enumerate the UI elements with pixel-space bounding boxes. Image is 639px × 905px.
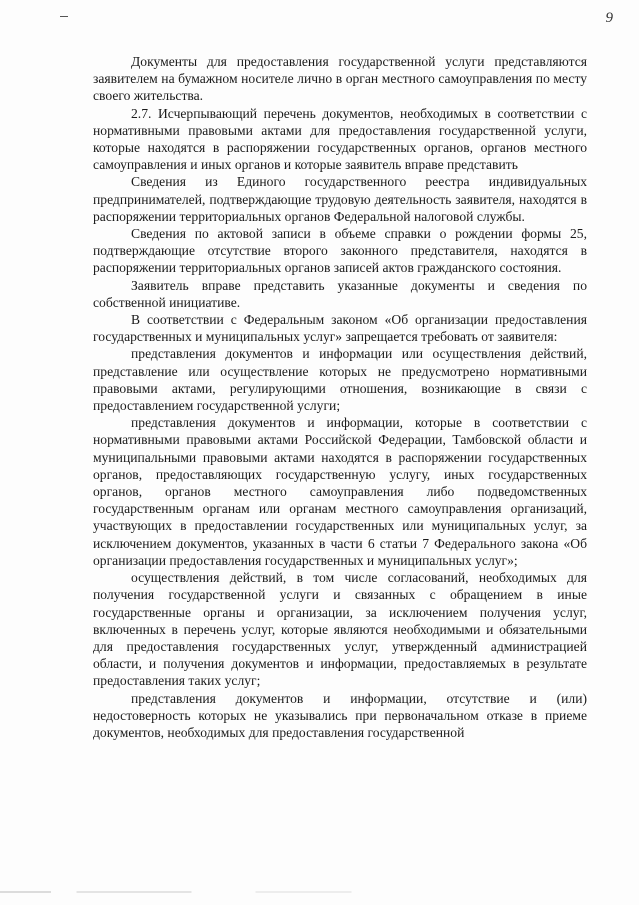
document-body xyxy=(93,53,587,741)
page-number: 9 xyxy=(605,10,613,26)
paragraph-prohibition-2: представления документов и информации, которые в соответствии с нормативными правовыми актами Российской Федерации, Тамбовской области и муниципальными правовыми актами находятся в распоряжении государственных органов, предоставляющих государственную услугу, иных государственных органов, органов местного самоуправления либо подведомственных государственным органам или органам местного самоуправления организаций, участвующих в предоставлении государственных или муниципальных услуг, за исключением документов, указанных в части 6 статьи 7 Федерального закона «Об организации предоставления государственных и муниципальных услуг»; xyxy=(93,415,587,568)
paragraph-prohibition-3: осуществления действий, в том числе согласований, необходимых для получения государственной услуги и связанных с обращением в иные государственные органы и организации, за исключением получения услуг, включенных в перечень услуг, которые являются необходимыми и обязательными для предоставления государственных услуг, утвержденный администрацией области, и получения документов и информации, предоставляемых в результате предоставления таких услуг; xyxy=(93,570,587,689)
scan-mark xyxy=(60,16,68,17)
paragraph-birth-record: Сведения по актовой записи в объеме справки о рождении формы 25, подтверждающие отсутствие второго законного представителя, находятся в распоряжении территориальных органов записей актов гражданского состояния. xyxy=(93,226,587,276)
paragraph-submission: Документы для предоставления государственной услуги представляются заявителем на бумажном носителе лично в орган местного самоуправления по месту своего жительства. xyxy=(93,54,587,104)
paragraph-prohibition-4: представления документов и информации, отсутствие и (или) недостоверность которых не указывались при первоначальном отказе в приеме документов, необходимых для предоставления государственной xyxy=(93,690,587,740)
scan-artifact xyxy=(0,891,639,893)
paragraph-federal-law: В соответствии с Федеральным законом «Об организации предоставления государственных и муниципальных услуг» запрещается требовать от заявителя: xyxy=(93,312,587,345)
paragraph-prohibition-1: представления документов и информации или осуществления действий, представление или осуществление которых не предусмотрено нормативными правовыми актами, регулирующими отношения, возникающие в связи с предоставлением государственной услуги; xyxy=(93,346,587,414)
paragraph-egrip-info: Сведения из Единого государственного реестра индивидуальных предпринимателей, подтверждающие трудовую деятельность заявителя, находятся в распоряжении территориальных органов Федеральной налоговой службы. xyxy=(93,174,587,224)
paragraph-own-initiative: Заявитель вправе представить указанные документы и сведения по собственной инициативе. xyxy=(93,277,587,310)
paragraph-section-2-7: 2.7. Исчерпывающий перечень документов, необходимых в соответствии с нормативными правовыми актами для предоставления государственной услуги, которые находятся в распоряжении государственных органов, органов местного самоуправления и иных органов и которые заявитель вправе представить xyxy=(93,105,587,173)
